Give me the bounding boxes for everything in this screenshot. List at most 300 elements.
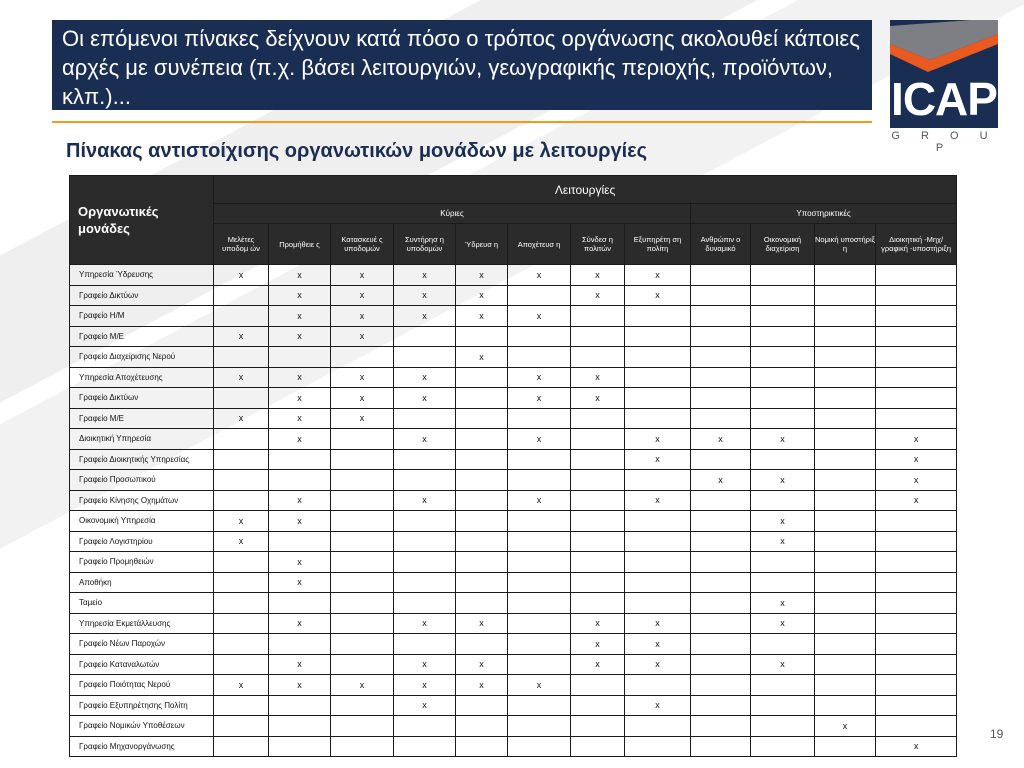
mark-cell [876, 265, 957, 286]
mark-cell [751, 326, 815, 347]
table-row [70, 654, 957, 675]
mark-cell [751, 285, 815, 306]
mark-cell: x [269, 654, 331, 675]
mark-cell: x [394, 654, 456, 675]
mark-cell [571, 429, 625, 450]
mark-cell [331, 613, 394, 634]
table-row [70, 306, 957, 327]
header-banner [52, 20, 872, 110]
mark-cell [269, 634, 331, 655]
mark-cell [331, 593, 394, 614]
mark-cell [691, 367, 751, 388]
mark-cell [456, 634, 508, 655]
mark-cell [331, 552, 394, 573]
mark-cell [751, 552, 815, 573]
mark-cell: x [751, 429, 815, 450]
mark-cell [751, 306, 815, 327]
mark-cell [691, 593, 751, 614]
mark-cell: x [571, 654, 625, 675]
mark-cell [571, 326, 625, 347]
mark-cell [571, 695, 625, 716]
mark-cell: x [214, 675, 269, 696]
table-row [70, 470, 957, 491]
mark-cell [214, 695, 269, 716]
mark-cell [456, 695, 508, 716]
mark-cell [214, 716, 269, 737]
mark-cell: x [331, 285, 394, 306]
mark-cell [456, 470, 508, 491]
mark-cell [331, 736, 394, 757]
mark-cell [571, 552, 625, 573]
mark-cell: x [214, 265, 269, 286]
table-row [70, 695, 957, 716]
mark-cell: x [625, 449, 691, 470]
mark-cell [508, 449, 571, 470]
mark-cell [571, 347, 625, 368]
mark-cell: x [876, 470, 957, 491]
mark-cell [876, 634, 957, 655]
unit-name-cell: Ταμείο [70, 593, 214, 614]
mark-cell: x [269, 572, 331, 593]
mark-cell [815, 265, 876, 286]
mark-cell [571, 675, 625, 696]
mark-cell: x [269, 306, 331, 327]
mark-cell [876, 511, 957, 532]
mark-cell: x [815, 716, 876, 737]
mark-cell: x [456, 675, 508, 696]
mark-cell [751, 388, 815, 409]
unit-name-cell: Γραφείο Καταναλωτών [70, 654, 214, 675]
mark-cell [691, 449, 751, 470]
mark-cell [751, 675, 815, 696]
mark-cell: x [508, 265, 571, 286]
mark-cell [571, 449, 625, 470]
mark-cell: x [456, 306, 508, 327]
mark-cell [691, 613, 751, 634]
mark-cell: x [394, 490, 456, 511]
mark-cell [625, 593, 691, 614]
mark-cell: x [269, 408, 331, 429]
mark-cell [456, 388, 508, 409]
mark-cell: x [269, 265, 331, 286]
mark-cell: x [214, 326, 269, 347]
mark-cell [394, 347, 456, 368]
mark-cell [876, 367, 957, 388]
mark-cell: x [394, 429, 456, 450]
mark-cell [269, 449, 331, 470]
mark-cell [456, 552, 508, 573]
mark-cell: x [394, 675, 456, 696]
table-row [70, 449, 957, 470]
mark-cell [876, 695, 957, 716]
unit-name-cell: Γραφείο Εξυπηρέτησης Πολίτη [70, 695, 214, 716]
table-row [70, 552, 957, 573]
mark-cell [269, 531, 331, 552]
mark-cell [625, 552, 691, 573]
mark-cell: x [456, 265, 508, 286]
mark-cell [751, 736, 815, 757]
mark-cell [876, 306, 957, 327]
mark-cell [456, 716, 508, 737]
mark-cell: x [269, 429, 331, 450]
mark-cell [269, 695, 331, 716]
mark-cell [508, 736, 571, 757]
column-header: Διοικητική -Μηχ/γραφική -υποστήριξη [876, 224, 957, 265]
mark-cell: x [876, 736, 957, 757]
mark-cell [394, 736, 456, 757]
mark-cell [214, 613, 269, 634]
mark-cell [214, 654, 269, 675]
mark-cell [508, 408, 571, 429]
table-row [70, 675, 957, 696]
mark-cell [331, 572, 394, 593]
mark-cell [214, 736, 269, 757]
table-row [70, 367, 957, 388]
mark-cell [691, 511, 751, 532]
mark-cell: x [456, 347, 508, 368]
mark-cell [876, 552, 957, 573]
column-header: Κατασκευέ ς υποδομών [331, 224, 394, 265]
unit-name-cell: Γραφείο Διαχείρισης Νερού [70, 347, 214, 368]
header-text: Οι επόμενοι πίνακες δείχνουν κατά πόσο ο τρόπος οργάνωσης ακολουθεί κάποιες αρχές με συνέπεια (π.χ. βάσει λειτουργιών, γεωγραφικής περιοχής, προϊόντων, κλπ.)... [62, 26, 860, 109]
mark-cell: x [331, 326, 394, 347]
functions-header: Λειτουργίες [214, 176, 957, 204]
unit-name-cell: Υπηρεσία Αποχέτευσης [70, 367, 214, 388]
mark-cell [876, 593, 957, 614]
mark-cell [508, 470, 571, 491]
table-row [70, 716, 957, 737]
mark-cell [691, 306, 751, 327]
mark-cell: x [269, 613, 331, 634]
unit-name-cell: Γραφείο Προμηθειών [70, 552, 214, 573]
mark-cell: x [625, 429, 691, 450]
mark-cell [815, 285, 876, 306]
mark-cell [815, 490, 876, 511]
mark-cell [394, 572, 456, 593]
column-header: Μελέτες υποδομ ών [214, 224, 269, 265]
mark-cell: x [394, 388, 456, 409]
mark-cell [456, 531, 508, 552]
mark-cell [508, 572, 571, 593]
mark-cell: x [625, 695, 691, 716]
unit-name-cell: Γραφείο Μηχανοργάνωσης [70, 736, 214, 757]
mark-cell: x [269, 388, 331, 409]
mark-cell [571, 593, 625, 614]
mark-cell: x [571, 265, 625, 286]
unit-name-cell: Γραφείο Διοικητικής Υπηρεσίας [70, 449, 214, 470]
mark-cell [691, 326, 751, 347]
mark-cell: x [269, 675, 331, 696]
support-functions-header: Υποστηρικτικές [691, 204, 957, 224]
column-header: Οικονομική διαχείριση [751, 224, 815, 265]
mark-cell [269, 736, 331, 757]
mark-cell [456, 511, 508, 532]
units-header: Οργανωτικές μονάδες [70, 176, 214, 265]
table-row [70, 634, 957, 655]
mark-cell [691, 531, 751, 552]
mark-cell [214, 552, 269, 573]
mark-cell [876, 654, 957, 675]
unit-name-cell: Γραφείο Προσωπικού [70, 470, 214, 491]
mark-cell [331, 531, 394, 552]
unit-name-cell: Γραφείο Μ/Ε [70, 326, 214, 347]
mark-cell [571, 470, 625, 491]
mark-cell [508, 285, 571, 306]
mark-cell [456, 593, 508, 614]
mark-cell [815, 388, 876, 409]
mark-cell [331, 449, 394, 470]
mark-cell [815, 347, 876, 368]
mark-cell [331, 470, 394, 491]
mark-cell [456, 326, 508, 347]
mark-cell [691, 552, 751, 573]
unit-name-cell: Γραφείο Δικτύων [70, 285, 214, 306]
mark-cell: x [331, 675, 394, 696]
mark-cell [508, 552, 571, 573]
unit-name-cell: Γραφείο Δικτύων [70, 388, 214, 409]
table-row [70, 531, 957, 552]
mark-cell: x [214, 531, 269, 552]
mark-cell [751, 716, 815, 737]
mark-cell: x [625, 285, 691, 306]
mark-cell: x [571, 634, 625, 655]
mark-cell [876, 347, 957, 368]
column-header: Νομική υποστήριξ η [815, 224, 876, 265]
table-row [70, 285, 957, 306]
mark-cell [876, 285, 957, 306]
mark-cell: x [269, 326, 331, 347]
mark-cell: x [625, 490, 691, 511]
mark-cell [394, 408, 456, 429]
mark-cell [751, 265, 815, 286]
unit-name-cell: Υπηρεσία Ύδρευσης [70, 265, 214, 286]
logo-text: ICAP [891, 73, 997, 125]
unit-name-cell: Γραφείο Ποιότητας Νερού [70, 675, 214, 696]
mark-cell [508, 531, 571, 552]
mark-cell [625, 531, 691, 552]
mark-cell [456, 490, 508, 511]
unit-name-cell: Γραφείο Νομικών Υποθέσεων [70, 716, 214, 737]
mark-cell [815, 326, 876, 347]
mark-cell [394, 531, 456, 552]
mark-cell [331, 429, 394, 450]
mark-cell: x [876, 449, 957, 470]
header-divider [52, 121, 872, 123]
mark-cell [625, 470, 691, 491]
mark-cell [456, 736, 508, 757]
mark-cell [508, 716, 571, 737]
mark-cell: x [214, 408, 269, 429]
functions-table-container [69, 175, 956, 757]
mark-cell [691, 408, 751, 429]
mark-cell: x [751, 511, 815, 532]
mark-cell: x [394, 695, 456, 716]
unit-name-cell: Γραφείο Λογιστηρίου [70, 531, 214, 552]
unit-name-cell: Διοικητική Υπηρεσία [70, 429, 214, 450]
mark-cell [394, 449, 456, 470]
mark-cell [815, 695, 876, 716]
mark-cell [625, 736, 691, 757]
mark-cell: x [214, 367, 269, 388]
mark-cell [815, 429, 876, 450]
mark-cell [508, 593, 571, 614]
mark-cell: x [214, 511, 269, 532]
mark-cell: x [508, 490, 571, 511]
mark-cell [214, 634, 269, 655]
mark-cell [691, 736, 751, 757]
mark-cell [571, 716, 625, 737]
table-row [70, 593, 957, 614]
mark-cell [815, 449, 876, 470]
mark-cell: x [751, 470, 815, 491]
mark-cell [508, 347, 571, 368]
mark-cell: x [456, 285, 508, 306]
mark-cell [625, 326, 691, 347]
mark-cell [751, 572, 815, 593]
column-header: Ύδρευσ η [456, 224, 508, 265]
mark-cell: x [331, 408, 394, 429]
mark-cell: x [331, 367, 394, 388]
mark-cell [815, 511, 876, 532]
table-row [70, 265, 957, 286]
mark-cell [691, 695, 751, 716]
mark-cell [214, 429, 269, 450]
mark-cell [691, 285, 751, 306]
mark-cell [691, 654, 751, 675]
mark-cell [508, 511, 571, 532]
icap-logo [890, 20, 1000, 154]
mark-cell: x [394, 306, 456, 327]
mark-cell [331, 511, 394, 532]
mark-cell [214, 470, 269, 491]
mark-cell [691, 347, 751, 368]
mark-cell: x [751, 531, 815, 552]
mark-cell: x [625, 265, 691, 286]
mark-cell: x [394, 613, 456, 634]
mark-cell [691, 265, 751, 286]
mark-cell [508, 326, 571, 347]
mark-cell [214, 285, 269, 306]
mark-cell: x [571, 367, 625, 388]
mark-cell [751, 634, 815, 655]
mark-cell [815, 408, 876, 429]
mark-cell [269, 716, 331, 737]
column-header: Προμήθειε ς [269, 224, 331, 265]
table-row [70, 490, 957, 511]
mark-cell [876, 408, 957, 429]
slide-number: 19 [990, 727, 1004, 741]
mark-cell [815, 593, 876, 614]
mark-cell [214, 490, 269, 511]
column-header: Ανθρώπιν ο δυναμικό [691, 224, 751, 265]
main-functions-header: Κύριες [214, 204, 691, 224]
mark-cell: x [508, 306, 571, 327]
mark-cell [456, 572, 508, 593]
mark-cell [625, 347, 691, 368]
mark-cell [625, 675, 691, 696]
mark-cell [508, 654, 571, 675]
mark-cell [571, 736, 625, 757]
mark-cell [214, 388, 269, 409]
mark-cell [815, 613, 876, 634]
mark-cell [508, 695, 571, 716]
mark-cell [815, 634, 876, 655]
mark-cell [508, 634, 571, 655]
mark-cell: x [269, 511, 331, 532]
mark-cell [625, 572, 691, 593]
mark-cell [815, 552, 876, 573]
unit-name-cell: Γραφείο Μ/Ε [70, 408, 214, 429]
mark-cell [691, 716, 751, 737]
unit-name-cell: Υπηρεσία Εκμετάλλευσης [70, 613, 214, 634]
mark-cell [691, 634, 751, 655]
mark-cell: x [331, 265, 394, 286]
mark-cell [394, 511, 456, 532]
mark-cell: x [751, 593, 815, 614]
mark-cell [571, 490, 625, 511]
column-header: Συντήρησ η υποδομών [394, 224, 456, 265]
mark-cell [691, 490, 751, 511]
mark-cell [269, 347, 331, 368]
column-header: Αποχέτευσ η [508, 224, 571, 265]
mark-cell: x [508, 388, 571, 409]
mark-cell: x [269, 367, 331, 388]
table-row [70, 736, 957, 757]
mark-cell [751, 695, 815, 716]
mark-cell [876, 388, 957, 409]
mark-cell [394, 470, 456, 491]
mark-cell [456, 449, 508, 470]
table-row [70, 511, 957, 532]
mark-cell [815, 572, 876, 593]
mark-cell: x [508, 429, 571, 450]
mark-cell [625, 716, 691, 737]
table-row [70, 326, 957, 347]
table-row [70, 408, 957, 429]
mark-cell [456, 408, 508, 429]
mark-cell [269, 470, 331, 491]
table-row [70, 613, 957, 634]
mark-cell [269, 593, 331, 614]
mark-cell: x [508, 675, 571, 696]
mark-cell [815, 306, 876, 327]
table-row [70, 429, 957, 450]
mark-cell [394, 716, 456, 737]
mark-cell [751, 408, 815, 429]
mark-cell: x [876, 490, 957, 511]
mark-cell [625, 306, 691, 327]
mark-cell [331, 716, 394, 737]
mark-cell: x [625, 613, 691, 634]
mark-cell [331, 654, 394, 675]
mark-cell [876, 675, 957, 696]
mark-cell: x [456, 654, 508, 675]
mark-cell [876, 716, 957, 737]
mark-cell [214, 306, 269, 327]
mark-cell [214, 347, 269, 368]
mark-cell [751, 367, 815, 388]
mark-cell [876, 326, 957, 347]
table-row [70, 347, 957, 368]
mark-cell [815, 654, 876, 675]
mark-cell: x [394, 285, 456, 306]
unit-name-cell: Αποθήκη [70, 572, 214, 593]
mark-cell [751, 449, 815, 470]
mark-cell [751, 347, 815, 368]
unit-name-cell: Γραφείο Κίνησης Οχημάτων [70, 490, 214, 511]
column-header: Εξυπηρέτη ση πολίτη [625, 224, 691, 265]
unit-name-cell: Γραφείο Η/Μ [70, 306, 214, 327]
